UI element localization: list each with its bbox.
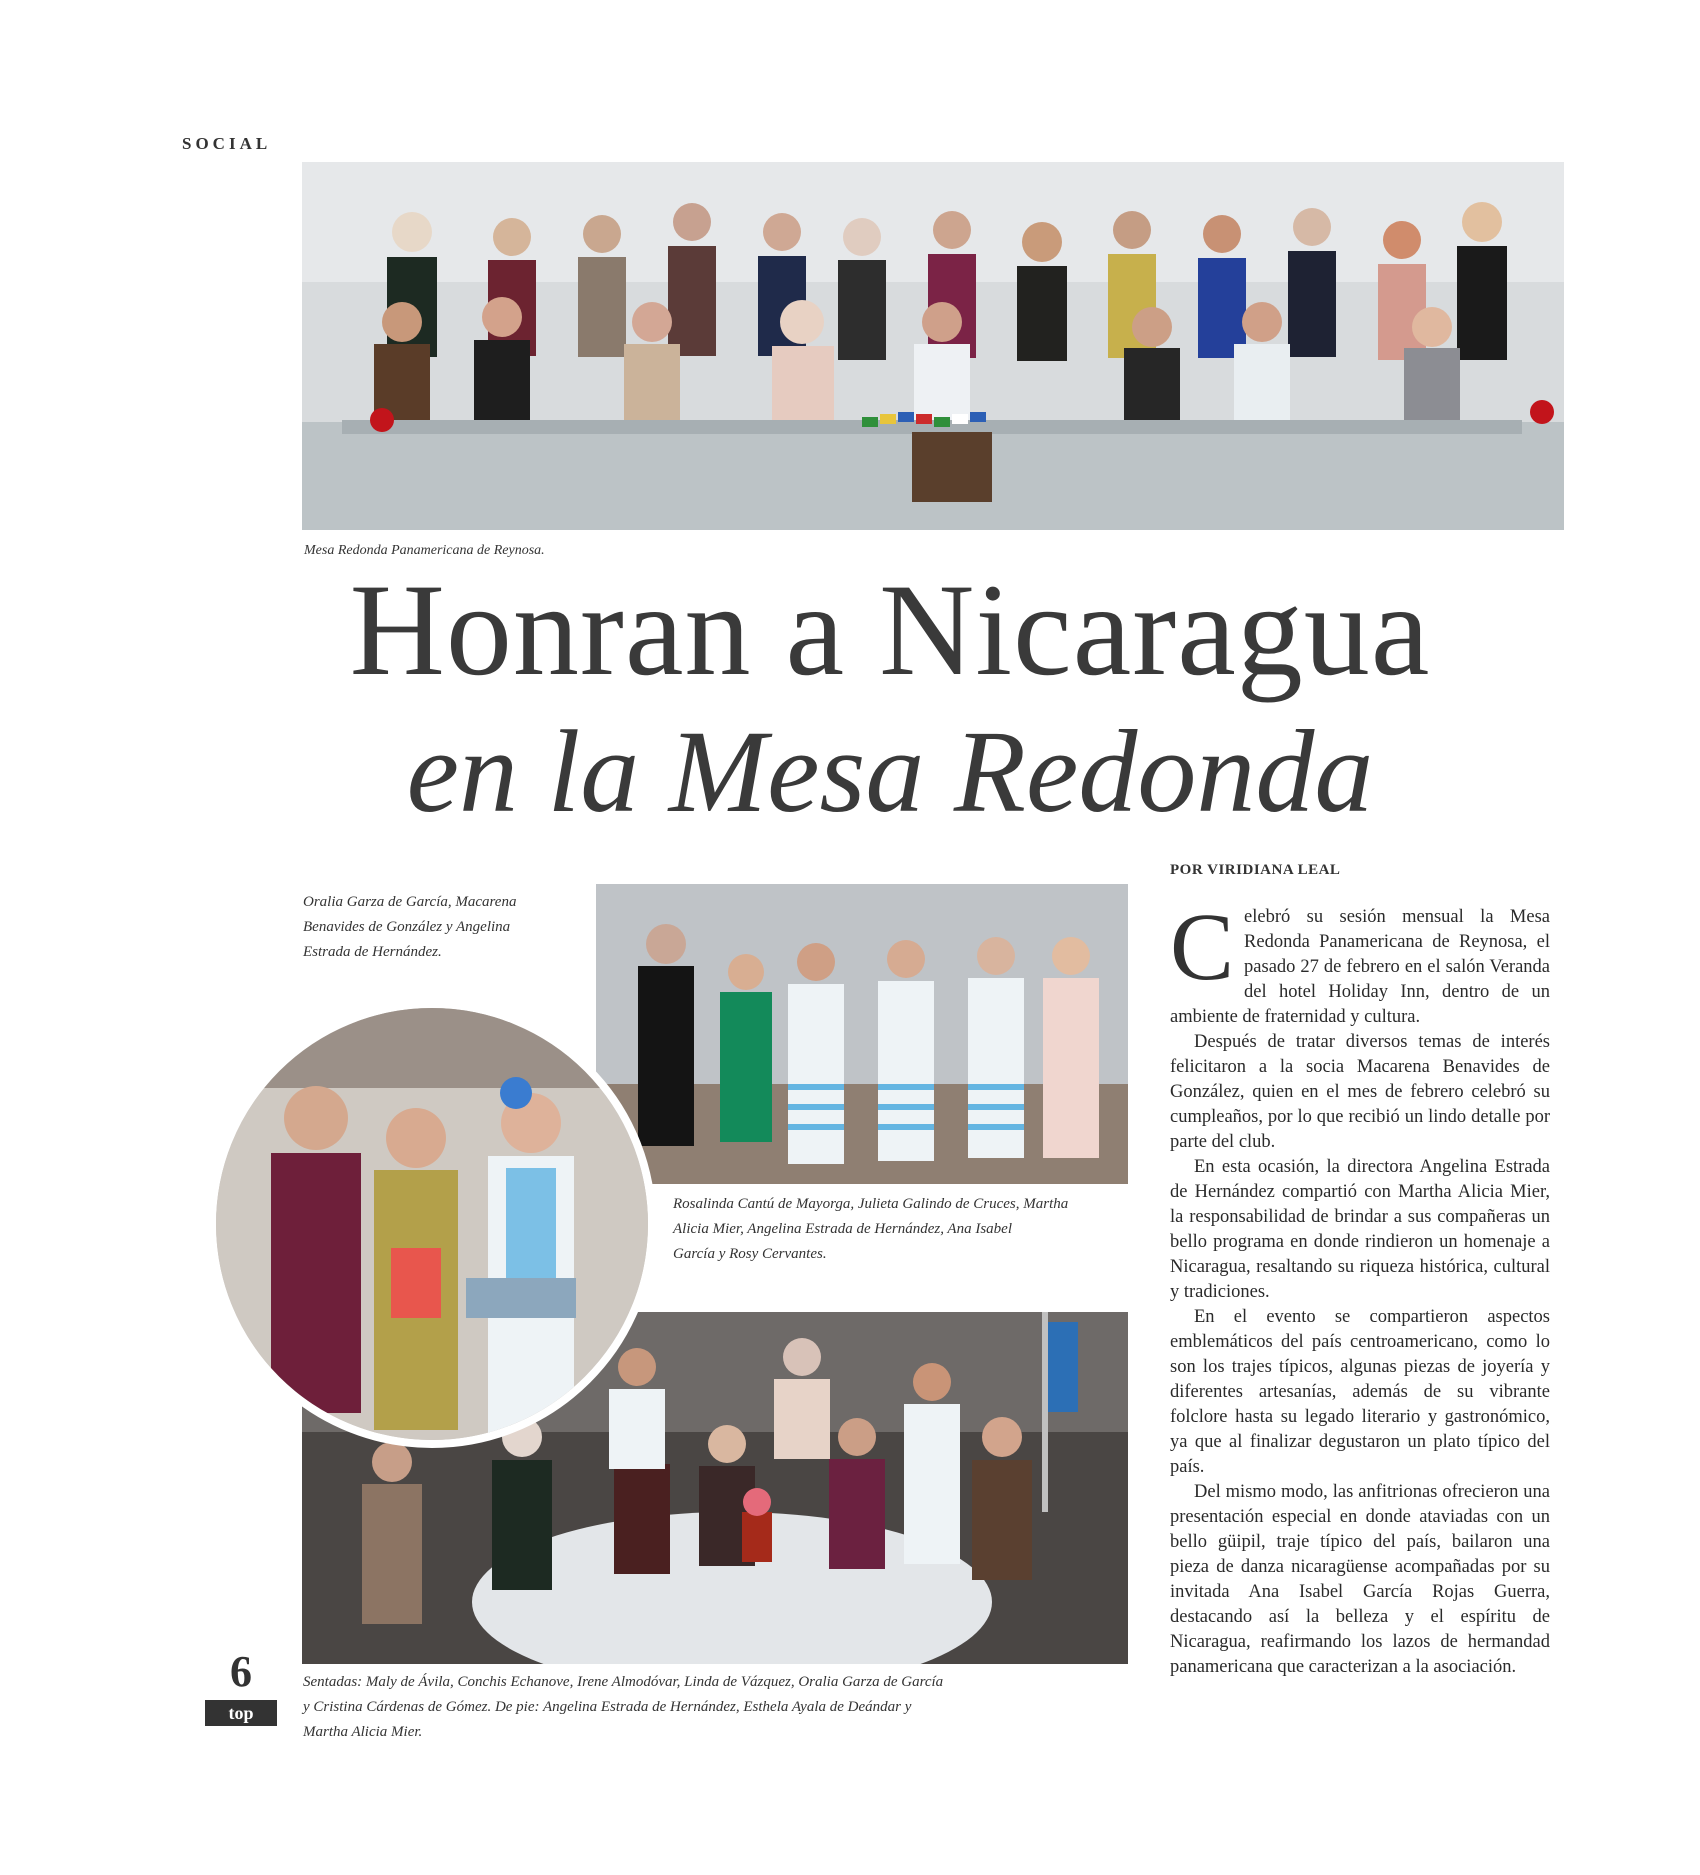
dancers-photo — [596, 884, 1128, 1184]
page-number: 6 — [230, 1647, 252, 1696]
caption-line: Estrada de Hernández. — [303, 944, 442, 960]
caption-line: Martha Alicia Mier. — [303, 1724, 423, 1740]
group-photo-icon — [216, 1008, 648, 1440]
top-group-photo — [302, 162, 1564, 530]
caption-line: Sentadas: Maly de Ávila, Conchis Echanove, Irene Almodóvar, Linda de Vázquez, Oralia Garza de García — [303, 1674, 944, 1690]
drop-cap: C — [1170, 893, 1235, 1000]
caption-line: Alicia Mier, Angelina Estrada de Hernández, Ana Isabel — [673, 1221, 1012, 1237]
caption-line: Rosalinda Cantú de Mayorga, Julieta Galindo de Cruces, Martha — [673, 1196, 1069, 1212]
brand-badge: top — [205, 1700, 277, 1726]
caption-line: Benavides de González y Angelina — [303, 919, 511, 935]
headline-line1: Honran a Nicaragua — [349, 556, 1431, 703]
group-photo-icon — [596, 884, 1128, 1184]
article-body — [1170, 893, 1550, 1680]
table-photo-caption — [303, 1670, 1133, 1745]
group-photo-icon — [302, 162, 1564, 530]
article-paragraph: Del mismo modo, las anfitrionas ofrecieron una presentación especial en donde ataviadas con un bello güipil, traje típico del país, bailaron una pieza de danza nicaragüense acompañadas por su invitada Ana Isabel García Rojas Guerra, destacando así la belleza y el espíritu de Nicaragua, reafirmando los lazos de hermandad panamericana que caracterizan a la asociación. — [1170, 1482, 1550, 1677]
caption-line: García y Rosy Cervantes. — [673, 1246, 827, 1262]
caption-line: y Cristina Cárdenas de Gómez. De pie: Angelina Estrada de Hernández, Esthela Ayala de Deándar y — [303, 1699, 912, 1715]
top-photo-caption: Mesa Redonda Panamericana de Reynosa. — [304, 543, 545, 558]
article-paragraph — [1170, 893, 1550, 1030]
headline-line2: en la Mesa Redonda — [406, 706, 1374, 837]
caption-line: Oralia Garza de García, Macarena — [303, 894, 517, 910]
article-paragraph: En esta ocasión, la directora Angelina Estrada de Hernández compartió con Martha Alicia Mier, la responsabilidad de brindar a sus compañeras un bello programa en donde rindieron un homenaje a Nicaragua, resaltando su riqueza histórica, cultural y tradiciones. — [1170, 1157, 1550, 1302]
article-paragraph: En el evento se compartieron aspectos emblemáticos del país centroamericano, como lo son los trajes típicos, algunas piezas de joyería y diferentes artesanías, además de su vibrante folclore hasta su legado literario y gastronómico, ya que al finalizar degustaron un plato típico del país. — [1170, 1307, 1550, 1477]
dancers-photo-caption — [673, 1192, 1133, 1267]
section-label: SOCIAL — [182, 134, 272, 153]
circle-photo — [208, 1000, 656, 1448]
circle-photo-caption — [303, 890, 563, 965]
byline: POR VIRIDIANA LEAL — [1170, 862, 1341, 878]
paragraph-text: elebró su sesión mensual la Mesa Redonda Panamericana de Reynosa, el pasado 27 de febrero en el salón Veranda del hotel Holiday Inn, dentro de un ambiente de fraternidad y cultura. — [1170, 907, 1550, 1027]
article-paragraph: Después de tratar diversos temas de interés felicitaron a la socia Macarena Benavides de González, quien en el mes de febrero celebró su cumpleaños, por lo que recibió un lindo detalle por parte del club. — [1170, 1032, 1550, 1152]
